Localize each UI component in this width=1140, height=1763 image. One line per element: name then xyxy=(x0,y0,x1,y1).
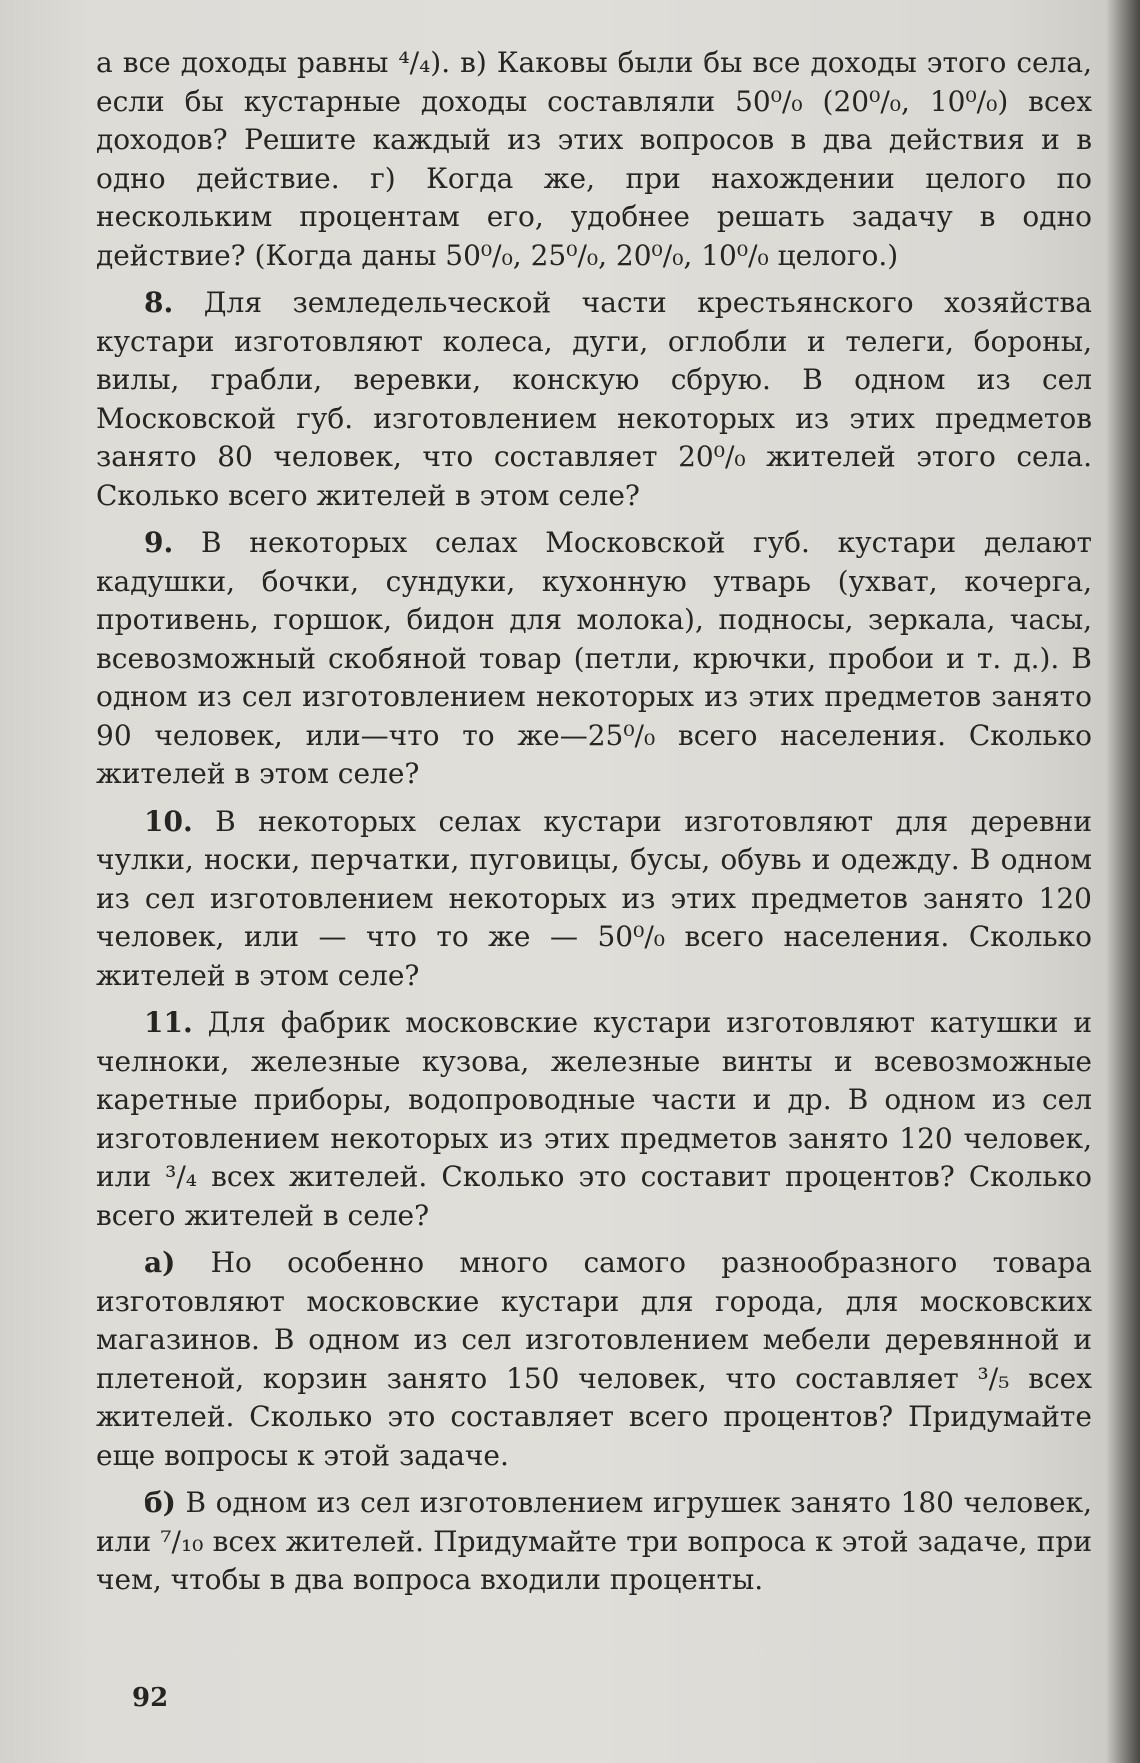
subproblem-label: а) xyxy=(144,1246,176,1279)
problem-8 xyxy=(96,284,1092,515)
problem-11a xyxy=(96,1244,1092,1475)
problem-9 xyxy=(96,524,1092,794)
problem-number: 11. xyxy=(144,1006,193,1039)
paragraph-text: а все доходы равны ⁴/₄). в) Каковы были бы все доходы этого села, если бы кустарные доходы составляли 50⁰/₀ (20⁰/₀, 10⁰/₀) всех доходов? Решите каждый из этих вопросов в два действия и в одно действие. г) Когда же, при нахождении целого по нескольким процентам его, удобнее решать задачу в одно действие? (Когда даны 50⁰/₀, 25⁰/₀, 20⁰/₀, 10⁰/₀ целого.) xyxy=(96,46,1092,272)
problem-text: В некоторых селах кустари изготовляют для деревни чулки, носки, перчатки, пуговицы, бусы, обувь и одежду. В одном из сел изготовлением некоторых из этих предметов занято 120 человек, или — что то же — 50⁰/₀ всего населения. Сколько жителей в этом селе? xyxy=(96,804,1092,992)
problem-number: 8. xyxy=(144,286,174,319)
page-edge-shadow xyxy=(1106,0,1140,1763)
problem-11b xyxy=(96,1484,1092,1600)
page-text xyxy=(96,44,1092,1609)
problem-text: В некоторых селах Московской губ. кустари делают кадушки, бочки, сундуки, кухонную утварь (ухват, кочерга, противень, горшок, бидон для молока), подносы, зеркала, часы, всевозможный скобяной товар (петли, крючки, пробои и т. д.). В одном из сел изготовлением некоторых из этих предметов занято 90 человек, или—что то же—25⁰/₀ всего населения. Сколько жителей в этом селе? xyxy=(96,526,1092,790)
problem-10 xyxy=(96,803,1092,996)
problem-text: Для земледельческой части крестьянского хозяйства кустари изготовляют колеса, дуги, оглобли и телеги, бороны, вилы, грабли, веревки, конскую сбрую. В одном из сел Московской губ. изготовлением некоторых из этих предметов занято 80 человек, что составляет 20⁰/₀ жителей этого села. Сколько всего жителей в этом селе? xyxy=(96,286,1092,512)
problem-text: Для фабрик московские кустари изготовляют катушки и челноки, железные кузова, железные винты и всевозможные каретные приборы, водопроводные части и др. В одном из сел изготовлением некоторых из этих предметов занято 120 человек, или ³/₄ всех жителей. Сколько это составит процентов? Сколько всего жителей в селе? xyxy=(96,1006,1092,1232)
problem-text: Но особенно много самого разнообразного товара изготовляют московские кустари для города, для московских магазинов. В одном из сел изготовлением мебели деревянной и плетеной, корзин занято 150 человек, что составляет ³/₅ всех жителей. Сколько это составляет всего процентов? Придумайте еще вопросы к этой задаче. xyxy=(96,1246,1092,1472)
paragraph-continuation xyxy=(96,44,1092,275)
problem-text: В одном из сел изготовлением игрушек занято 180 человек, или ⁷/₁₀ всех жителей. Придумайте три вопроса к этой задаче, при чем, чтобы в два вопроса входили проценты. xyxy=(96,1486,1092,1596)
subproblem-label: б) xyxy=(144,1486,176,1519)
problem-number: 10. xyxy=(144,804,193,838)
problem-11 xyxy=(96,1004,1092,1235)
page-number: 92 xyxy=(132,1683,169,1713)
problem-number: 9. xyxy=(144,526,174,559)
